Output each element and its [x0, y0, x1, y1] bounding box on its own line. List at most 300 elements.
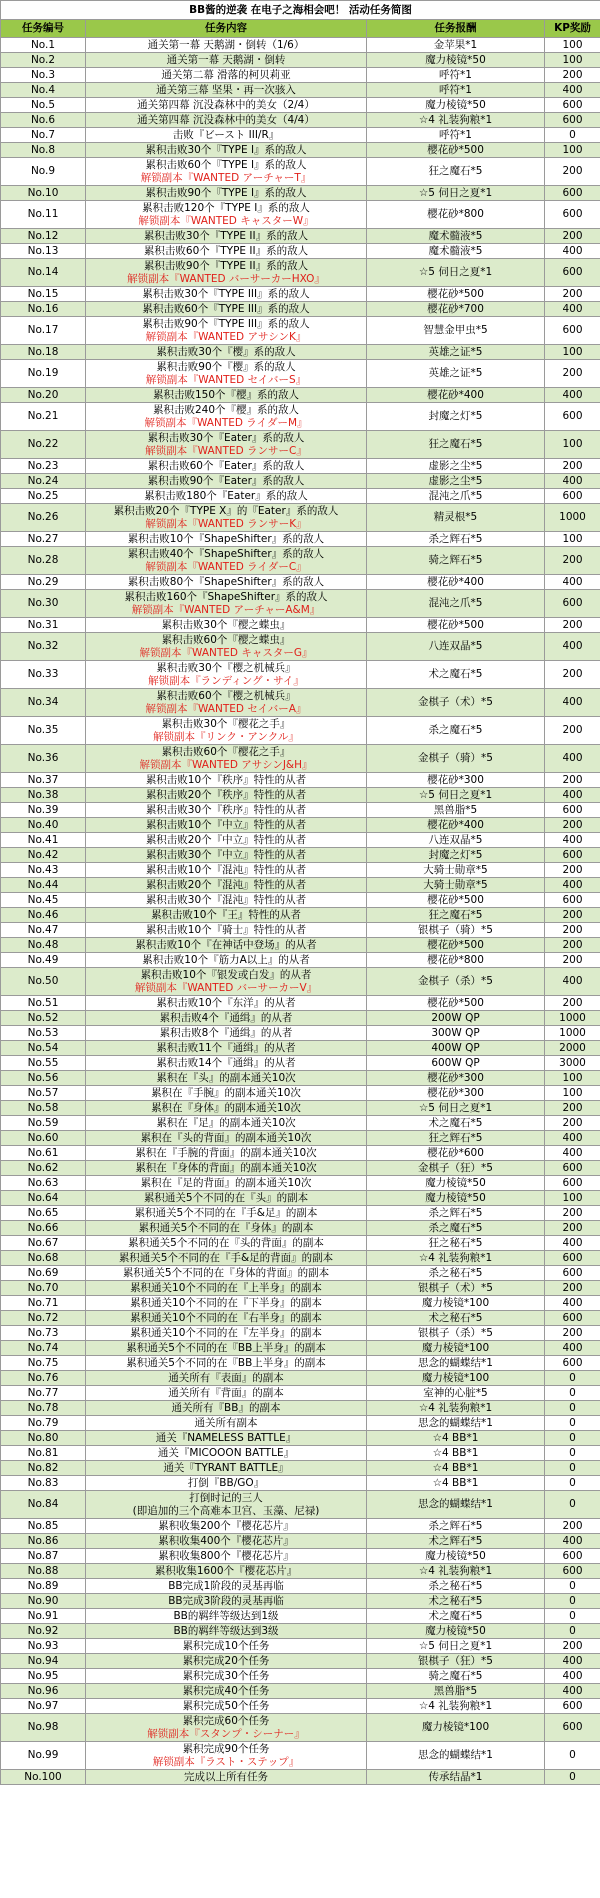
mission-content: [86, 938, 367, 953]
mission-content: [86, 1011, 367, 1026]
kp-reward: 400: [545, 878, 600, 893]
mission-number: No.98: [1, 1714, 86, 1742]
mission-text: 累积击败30个『TYPE I』系的敌人: [145, 143, 307, 156]
mission-text: 累积通关5个不同的在『BB上半身』的副本: [126, 1356, 326, 1369]
mission-number: No.72: [1, 1311, 86, 1326]
mission-number: No.41: [1, 833, 86, 848]
unlock-note: 解锁副本『WANTED ランサーC』: [145, 444, 307, 457]
mission-number: No.19: [1, 360, 86, 388]
table-row: [1, 1654, 600, 1669]
unlock-note: 解锁副本『WANTED キャスターG』: [139, 646, 313, 659]
mission-reward: 杀之辉石*5: [367, 1206, 545, 1221]
mission-text: 累积击败10个『骑士』特性的从者: [145, 923, 307, 936]
mission-text: 通关第一幕 天鹅湖・倒转（1/6）: [147, 38, 305, 51]
mission-content: [86, 1639, 367, 1654]
mission-number: No.58: [1, 1101, 86, 1116]
mission-content: [86, 968, 367, 996]
mission-text: 累积通关5个不同的在『身体的背面』的副本: [122, 1266, 330, 1279]
mission-text: 累积在『身体』的副本通关10次: [151, 1101, 301, 1114]
mission-content: [86, 128, 367, 143]
mission-text: 累积击败90个『TYPE II』系的敌人: [143, 259, 309, 272]
mission-number: No.29: [1, 575, 86, 590]
mission-content: [86, 244, 367, 259]
mission-reward: ☆5 伺日之夏*1: [367, 788, 545, 803]
unlock-note: 解锁副本『WANTED ライダーC』: [145, 560, 307, 573]
mission-text: 累积击败10个『ShapeShifter』系的敌人: [127, 532, 325, 545]
mission-text: 累积通关10个不同的在『左半身』的副本: [130, 1326, 322, 1339]
mission-content: [86, 575, 367, 590]
mission-reward: 魔术髓液*5: [367, 229, 545, 244]
mission-number: No.28: [1, 547, 86, 575]
kp-reward: 600: [545, 1356, 600, 1371]
mission-reward: ☆4 BB*1: [367, 1431, 545, 1446]
mission-reward: 樱花砂*700: [367, 302, 545, 317]
table-row: [1, 287, 600, 302]
mission-content: [86, 1161, 367, 1176]
mission-text: 击败『ビースト III/R』: [172, 128, 280, 141]
mission-text: 累积击败180个『Eater』系的敌人: [144, 489, 308, 502]
kp-reward: 200: [545, 908, 600, 923]
kp-reward: 200: [545, 229, 600, 244]
mission-number: No.54: [1, 1041, 86, 1056]
table-row: [1, 1356, 600, 1371]
mission-content: [86, 1191, 367, 1206]
table-row: [1, 1386, 600, 1401]
mission-number: No.53: [1, 1026, 86, 1041]
kp-reward: 100: [545, 532, 600, 547]
mission-text: 累积击败30个『樱花之手』: [161, 717, 291, 730]
kp-reward: 200: [545, 923, 600, 938]
table-row: [1, 618, 600, 633]
mission-text: 累积击败80个『ShapeShifter』系的敌人: [127, 575, 325, 588]
kp-reward: 0: [545, 1609, 600, 1624]
mission-number: No.6: [1, 113, 86, 128]
mission-content: [86, 590, 367, 618]
kp-reward: 400: [545, 1236, 600, 1251]
mission-reward: 400W QP: [367, 1041, 545, 1056]
mission-text: 累积在『足』的副本通关10次: [156, 1116, 296, 1129]
mission-number: No.7: [1, 128, 86, 143]
mission-text: 累积通关10个不同的在『下半身』的副本: [130, 1296, 322, 1309]
mission-reward: 樱花砂*400: [367, 388, 545, 403]
mission-number: No.51: [1, 996, 86, 1011]
mission-number: No.24: [1, 474, 86, 489]
mission-number: No.86: [1, 1534, 86, 1549]
mission-reward: 八连双晶*5: [367, 833, 545, 848]
mission-content: [86, 717, 367, 745]
mission-text: 累积在『足的背面』的副本通关10次: [140, 1176, 312, 1189]
mission-reward: 樱花砂*500: [367, 938, 545, 953]
kp-reward: 600: [545, 590, 600, 618]
mission-number: No.37: [1, 773, 86, 788]
unlock-note: 解锁副本『WANTED アサシンK』: [145, 330, 307, 343]
mission-text: 累积在『身体的背面』的副本通关10次: [135, 1161, 317, 1174]
mission-reward: ☆4 礼装狗粮*1: [367, 1699, 545, 1714]
mission-reward: 银棋子（狂）*5: [367, 1654, 545, 1669]
kp-reward: 400: [545, 388, 600, 403]
mission-reward: 杀之秘石*5: [367, 1579, 545, 1594]
mission-number: No.2: [1, 53, 86, 68]
mission-content: [86, 1176, 367, 1191]
kp-reward: 600: [545, 259, 600, 287]
table-row: [1, 68, 600, 83]
mission-reward: 封魔之灯*5: [367, 848, 545, 863]
table-row: [1, 689, 600, 717]
mission-content: [86, 661, 367, 689]
kp-reward: 600: [545, 403, 600, 431]
mission-content: [86, 158, 367, 186]
mission-text: 累积击败30个『TYPE III』系的敌人: [142, 287, 310, 300]
kp-reward: 100: [545, 143, 600, 158]
table-row: [1, 302, 600, 317]
kp-reward: 600: [545, 201, 600, 229]
table-row: [1, 244, 600, 259]
mission-number: No.75: [1, 1356, 86, 1371]
kp-reward: 200: [545, 1116, 600, 1131]
mission-text: BB的羁绊等级达到3级: [173, 1624, 279, 1637]
table-row: [1, 1266, 600, 1281]
table-row: [1, 489, 600, 504]
table-row: [1, 1594, 600, 1609]
table-row: [1, 1206, 600, 1221]
mission-reward: 狂之魔石*5: [367, 158, 545, 186]
mission-text: 累积完成90个任务: [182, 1742, 270, 1755]
table-row: [1, 968, 600, 996]
mission-content: [86, 489, 367, 504]
mission-content: [86, 1086, 367, 1101]
mission-content: [86, 229, 367, 244]
mission-text: 通关所有『表面』的副本: [168, 1371, 284, 1384]
kp-reward: 600: [545, 1251, 600, 1266]
mission-text: 累积击败10个『混沌』特性的从者: [145, 863, 307, 876]
mission-number: No.92: [1, 1624, 86, 1639]
kp-reward: 200: [545, 68, 600, 83]
table-row: [1, 633, 600, 661]
mission-reward: 黑兽脂*5: [367, 803, 545, 818]
mission-number: No.59: [1, 1116, 86, 1131]
kp-reward: 0: [545, 1491, 600, 1519]
table-row: [1, 908, 600, 923]
kp-reward: 200: [545, 773, 600, 788]
mission-number: No.12: [1, 229, 86, 244]
table-row: [1, 113, 600, 128]
mission-reward: 金棋子（狂）*5: [367, 1161, 545, 1176]
kp-reward: 100: [545, 345, 600, 360]
mission-number: No.45: [1, 893, 86, 908]
mission-number: No.1: [1, 38, 86, 53]
table-row: [1, 1684, 600, 1699]
mission-text: 完成以上所有任务: [184, 1770, 268, 1783]
mission-reward: 银棋子（术）*5: [367, 1281, 545, 1296]
mission-content: [86, 547, 367, 575]
table-row: [1, 1770, 600, 1785]
mission-content: [86, 1624, 367, 1639]
table-row: [1, 1341, 600, 1356]
mission-number: No.16: [1, 302, 86, 317]
mission-text: 累积完成20个任务: [182, 1654, 270, 1667]
mission-reward: 樱花砂*300: [367, 773, 545, 788]
mission-number: No.80: [1, 1431, 86, 1446]
mission-number: No.89: [1, 1579, 86, 1594]
table-row: [1, 1742, 600, 1770]
mission-content: [86, 201, 367, 229]
mission-text: 累积击败150个『樱』系的敌人: [152, 388, 300, 401]
mission-text: 打倒『BB/GO』: [187, 1476, 265, 1489]
table-row: [1, 403, 600, 431]
table-row: [1, 1446, 600, 1461]
kp-reward: 200: [545, 158, 600, 186]
mission-text: 累积击败20个『混沌』特性的从者: [145, 878, 307, 891]
mission-reward: 樱花砂*500: [367, 996, 545, 1011]
table-row: [1, 833, 600, 848]
mission-number: No.33: [1, 661, 86, 689]
mission-text: 累积击败40个『ShapeShifter』系的敌人: [127, 547, 325, 560]
table-row: [1, 1281, 600, 1296]
mission-content: [86, 1446, 367, 1461]
mission-content: [86, 532, 367, 547]
kp-reward: 200: [545, 1206, 600, 1221]
mission-reward: 精灵根*5: [367, 504, 545, 532]
kp-reward: 400: [545, 833, 600, 848]
mission-text: 累积击败10个『筋力A以上』的从者: [142, 953, 310, 966]
mission-number: No.52: [1, 1011, 86, 1026]
mission-text: 累积击败90个『TYPE I』系的敌人: [145, 186, 307, 199]
mission-content: [86, 1476, 367, 1491]
mission-number: No.81: [1, 1446, 86, 1461]
kp-reward: 200: [545, 661, 600, 689]
mission-reward: 魔力棱镜*50: [367, 1624, 545, 1639]
kp-reward: 600: [545, 1714, 600, 1742]
mission-text: 累积击败10个『王』特性的从者: [151, 908, 301, 921]
table-row: [1, 1191, 600, 1206]
mission-content: [86, 745, 367, 773]
mission-text: BB的羁绊等级达到1级: [173, 1609, 279, 1622]
table-row: [1, 186, 600, 201]
table-row: [1, 1519, 600, 1534]
mission-number: No.83: [1, 1476, 86, 1491]
mission-reward: 狂之魔石*5: [367, 908, 545, 923]
table-row: [1, 590, 600, 618]
kp-reward: 100: [545, 431, 600, 459]
mission-number: No.50: [1, 968, 86, 996]
kp-reward: 600: [545, 1564, 600, 1579]
kp-reward: 600: [545, 186, 600, 201]
table-row: [1, 1549, 600, 1564]
table-row: [1, 1101, 600, 1116]
mission-content: [86, 459, 367, 474]
mission-reward: 杀之辉石*5: [367, 532, 545, 547]
mission-reward: 大骑士勋章*5: [367, 863, 545, 878]
mission-content: [86, 848, 367, 863]
mission-reward: 思念的蝴蝶结*1: [367, 1742, 545, 1770]
mission-number: No.69: [1, 1266, 86, 1281]
table-row: [1, 547, 600, 575]
table-row: [1, 1131, 600, 1146]
mission-content: [86, 1071, 367, 1086]
mission-content: [86, 1356, 367, 1371]
table-row: [1, 1416, 600, 1431]
table-row: [1, 360, 600, 388]
mission-reward: 思念的蝴蝶结*1: [367, 1356, 545, 1371]
mission-content: [86, 1266, 367, 1281]
mission-content: [86, 1236, 367, 1251]
mission-reward: 虚影之尘*5: [367, 459, 545, 474]
table-row: [1, 1564, 600, 1579]
mission-content: [86, 83, 367, 98]
mission-text: 通关『TYRANT BATTLE』: [163, 1461, 289, 1474]
mission-reward: 思念的蝴蝶结*1: [367, 1491, 545, 1519]
mission-content: [86, 633, 367, 661]
mission-text: 累积击败20个『秩序』特性的从者: [145, 788, 307, 801]
mission-content: [86, 1401, 367, 1416]
mission-reward: ☆4 礼装狗粮*1: [367, 1401, 545, 1416]
table-row: [1, 143, 600, 158]
mission-number: No.22: [1, 431, 86, 459]
mission-text: 累积击败160个『ShapeShifter』系的敌人: [124, 590, 328, 603]
mission-reward: ☆5 伺日之夏*1: [367, 1101, 545, 1116]
mission-text: 累积通关5个不同的在『手&足的背面』的副本: [118, 1251, 334, 1264]
table-row: [1, 1461, 600, 1476]
mission-reward: 金苹果*1: [367, 38, 545, 53]
mission-text: 累积击败10个『东洋』的从者: [156, 996, 296, 1009]
mission-reward: 樱花砂*800: [367, 953, 545, 968]
table-row: [1, 575, 600, 590]
mission-reward: 金棋子（术）*5: [367, 689, 545, 717]
unlock-note: 解锁副本『リンク・アンクル』: [153, 730, 299, 743]
table-row: [1, 504, 600, 532]
mission-number: No.8: [1, 143, 86, 158]
mission-number: No.66: [1, 1221, 86, 1236]
table-row: [1, 1251, 600, 1266]
table-row: [1, 1714, 600, 1742]
mission-reward: 术之辉石*5: [367, 1534, 545, 1549]
mission-text: 打倒时记的三人: [189, 1491, 263, 1504]
kp-reward: 600: [545, 98, 600, 113]
header-kp: KP奖励: [545, 20, 600, 38]
kp-reward: 200: [545, 1281, 600, 1296]
mission-text: 累积在『头』的副本通关10次: [156, 1071, 296, 1084]
mission-content: [86, 1026, 367, 1041]
unlock-note: 解锁副本『WANTED アーチャーA&M』: [131, 603, 321, 616]
table-row: [1, 1311, 600, 1326]
table-row: [1, 1236, 600, 1251]
mission-text: 通关第四幕 沉没森林中的美女（4/4）: [137, 113, 315, 126]
mission-text: 累积在『手腕』的副本通关10次: [151, 1086, 301, 1099]
mission-content: [86, 143, 367, 158]
mission-content: [86, 186, 367, 201]
mission-content: [86, 803, 367, 818]
mission-text: 通关所有『背面』的副本: [168, 1386, 284, 1399]
mission-number: No.68: [1, 1251, 86, 1266]
mission-reward: 英雄之证*5: [367, 360, 545, 388]
title-row: [1, 1, 600, 20]
mission-number: No.76: [1, 1371, 86, 1386]
mission-number: No.60: [1, 1131, 86, 1146]
kp-reward: 200: [545, 618, 600, 633]
mission-text: 通关『NAMELESS BATTLE』: [155, 1431, 297, 1444]
kp-reward: 1000: [545, 504, 600, 532]
mission-number: No.82: [1, 1461, 86, 1476]
kp-reward: 0: [545, 1416, 600, 1431]
table-row: [1, 1579, 600, 1594]
table-row: [1, 1161, 600, 1176]
kp-reward: 0: [545, 1594, 600, 1609]
mission-reward: 混沌之爪*5: [367, 489, 545, 504]
mission-reward: 魔力棱镜*100: [367, 1341, 545, 1356]
mission-number: No.40: [1, 818, 86, 833]
mission-content: [86, 1491, 367, 1519]
kp-reward: 600: [545, 113, 600, 128]
mission-reward: 樱花砂*500: [367, 143, 545, 158]
mission-text: 累积击败60个『Eater』系的敌人: [147, 459, 305, 472]
mission-text: 累积完成40个任务: [182, 1684, 270, 1697]
mission-number: No.36: [1, 745, 86, 773]
kp-reward: 1000: [545, 1011, 600, 1026]
kp-reward: 100: [545, 53, 600, 68]
mission-content: [86, 1341, 367, 1356]
table-row: [1, 53, 600, 68]
table-row: [1, 1026, 600, 1041]
table-row: [1, 717, 600, 745]
mission-number: No.79: [1, 1416, 86, 1431]
table-row: [1, 953, 600, 968]
mission-content: [86, 1371, 367, 1386]
table-row: [1, 158, 600, 186]
kp-reward: 100: [545, 1071, 600, 1086]
mission-content: [86, 1386, 367, 1401]
mission-number: No.57: [1, 1086, 86, 1101]
kp-reward: 0: [545, 128, 600, 143]
mission-reward: 樱花砂*800: [367, 201, 545, 229]
mission-reward: 呼符*1: [367, 128, 545, 143]
mission-reward: 狂之辉石*5: [367, 1131, 545, 1146]
kp-reward: 200: [545, 287, 600, 302]
mission-number: No.14: [1, 259, 86, 287]
mission-reward: 樱花砂*400: [367, 575, 545, 590]
page-title: BB酱的逆袭 在电子之海相会吧！ 活动任务简图: [1, 1, 600, 20]
mission-number: No.94: [1, 1654, 86, 1669]
mission-content: [86, 893, 367, 908]
mission-text: 通关第四幕 沉没森林中的美女（2/4）: [137, 98, 315, 111]
mission-reward: 魔力棱镜*100: [367, 1714, 545, 1742]
mission-text: 累积通关5个不同的在『头』的副本: [143, 1191, 309, 1204]
table-row: [1, 1371, 600, 1386]
table-row: [1, 128, 600, 143]
mission-content: [86, 431, 367, 459]
kp-reward: 200: [545, 360, 600, 388]
kp-reward: 400: [545, 1534, 600, 1549]
mission-content: [86, 1549, 367, 1564]
mission-content: [86, 1669, 367, 1684]
table-row: [1, 1326, 600, 1341]
mission-number: No.88: [1, 1564, 86, 1579]
header-no: 任务编号: [1, 20, 86, 38]
mission-content: [86, 788, 367, 803]
table-row: [1, 818, 600, 833]
mission-number: No.55: [1, 1056, 86, 1071]
mission-content: [86, 1041, 367, 1056]
mission-text: 累积通关5个不同的在『头的背面』的副本: [128, 1236, 324, 1249]
mission-reward: 200W QP: [367, 1011, 545, 1026]
unlock-note: 解锁副本『WANTED セイバーS』: [145, 373, 307, 386]
mission-number: No.56: [1, 1071, 86, 1086]
mission-content: [86, 1101, 367, 1116]
mission-number: No.39: [1, 803, 86, 818]
table-row: [1, 938, 600, 953]
mission-text: 累积击败8个『通缉』的从者: [159, 1026, 293, 1039]
header-content: 任务内容: [86, 20, 367, 38]
mission-content: [86, 1770, 367, 1785]
